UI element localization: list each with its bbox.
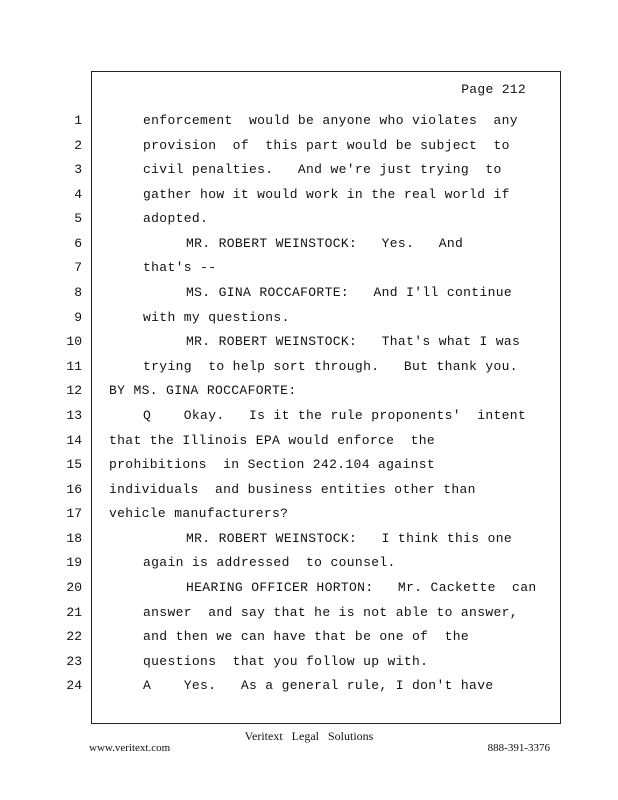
transcript-line: again is addressed to counsel. — [143, 555, 396, 570]
transcript-line: provision of this part would be subject to — [143, 138, 510, 153]
transcript-line: MR. ROBERT WEINSTOCK: That's what I was — [186, 334, 521, 349]
transcript-line: that's -- — [143, 260, 217, 275]
line-number: 20 — [66, 580, 82, 595]
line-number: 24 — [66, 678, 82, 693]
transcript-line: that the Illinois EPA would enforce the — [109, 433, 436, 448]
transcript-line: adopted. — [143, 211, 209, 226]
line-number: 12 — [66, 383, 82, 398]
transcript-line: BY MS. GINA ROCCAFORTE: — [109, 383, 297, 398]
line-number: 14 — [66, 433, 82, 448]
line-number: 19 — [66, 555, 82, 570]
footer-website: www.veritext.com — [89, 742, 171, 754]
line-number: 11 — [66, 359, 82, 374]
line-number: 3 — [74, 162, 82, 177]
transcript-line: gather how it would work in the real world if — [143, 187, 510, 202]
line-number: 22 — [66, 629, 82, 644]
transcript-line: MR. ROBERT WEINSTOCK: Yes. And — [186, 236, 464, 251]
footer-company-name: Veritext Legal Solutions — [244, 729, 374, 743]
line-number: 15 — [66, 457, 82, 472]
line-number: 18 — [66, 531, 82, 546]
line-number: 8 — [74, 285, 82, 300]
transcript-line: enforcement would be anyone who violates any — [143, 113, 518, 128]
transcript-line: individuals and business entities other than — [109, 482, 476, 497]
transcript-line: prohibitions in Section 242.104 against — [109, 457, 436, 472]
transcript-line: civil penalties. And we're just trying to — [143, 162, 502, 177]
transcript-line: with my questions. — [143, 310, 290, 325]
line-number: 5 — [74, 211, 82, 226]
footer-phone: 888-391-3376 — [487, 742, 550, 754]
line-number: 23 — [66, 654, 82, 669]
transcript-line: MS. GINA ROCCAFORTE: And I'll continue — [186, 285, 513, 300]
transcript-line: A Yes. As a general rule, I don't have — [143, 678, 494, 693]
line-number: 2 — [74, 138, 82, 153]
transcript-line: trying to help sort through. But thank you. — [143, 359, 518, 374]
line-number: 4 — [74, 187, 82, 202]
transcript-line: MR. ROBERT WEINSTOCK: I think this one — [186, 531, 513, 546]
transcript-line: vehicle manufacturers? — [109, 506, 289, 521]
transcript-line: and then we can have that be one of the — [143, 629, 470, 644]
line-number: 9 — [74, 310, 82, 325]
line-number: 7 — [74, 260, 82, 275]
transcript-line: answer and say that he is not able to answer, — [143, 605, 518, 620]
transcript-line: Q Okay. Is it the rule proponents' intent — [143, 408, 527, 423]
line-number: 1 — [74, 113, 82, 128]
line-number: 16 — [66, 482, 82, 497]
page-number: Page 212 — [461, 82, 526, 97]
transcript-line: questions that you follow up with. — [143, 654, 429, 669]
line-number: 6 — [74, 236, 82, 251]
line-number: 10 — [66, 334, 82, 349]
line-number: 17 — [66, 506, 82, 521]
line-number: 13 — [66, 408, 82, 423]
transcript-line: HEARING OFFICER HORTON: Mr. Cackette can — [186, 580, 537, 595]
line-number: 21 — [66, 605, 82, 620]
